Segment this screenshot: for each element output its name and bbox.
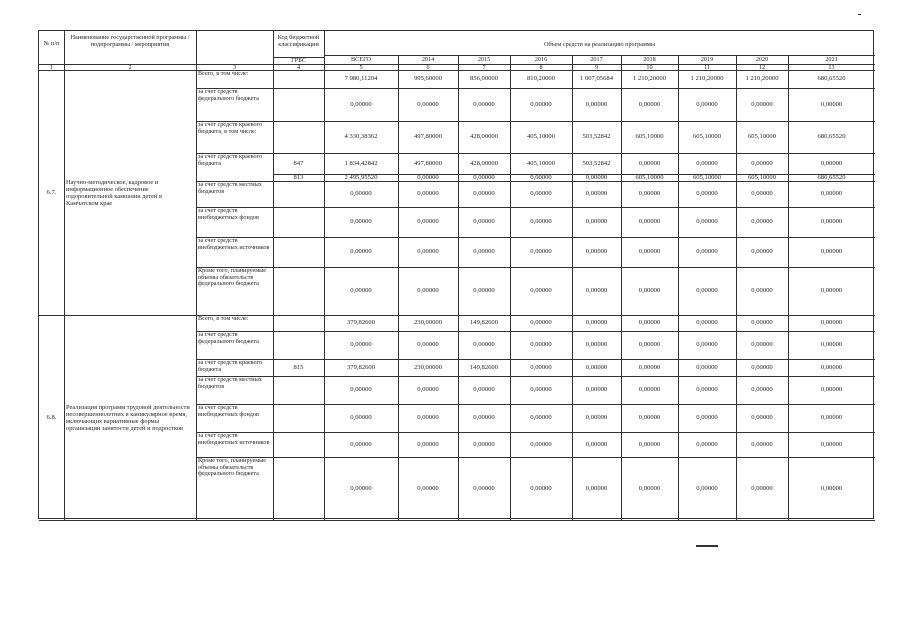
row-label: за счет средств внебюджетных фондов [198,404,259,418]
header-index-6: 6 [426,64,430,71]
row-label: Всего, в том числе: [198,315,249,322]
header-year-2019: 2019 [700,56,714,63]
row-value: 0,00000 [585,173,608,181]
grid-hline [196,331,875,332]
row-value: 0,00000 [473,287,495,294]
row-value: 0,00000 [638,484,661,492]
row-value: 0,00000 [473,100,495,108]
grid-hline [196,88,875,89]
row-value: 0,00000 [696,190,718,197]
row-value: 0,00000 [696,218,718,225]
row-label: за счет средств местных бюджетов [198,181,262,195]
row-value: 856,00000 [469,75,499,82]
row-value: 0,00000 [638,363,661,371]
header-index-4: 4 [296,64,301,71]
row-value: 0,00000 [696,440,718,448]
row-value: 0,00000 [696,248,718,255]
row-value: 0,00000 [638,159,661,167]
row-value: 497,80000 [413,133,443,140]
row-value: 0,00000 [530,190,552,197]
row-value: 0,00000 [530,363,552,371]
row-value: 0,00000 [417,341,439,348]
row-value: 680,65520 [817,173,846,181]
section-number: 6.8. [46,413,57,421]
row-value: 0,00000 [585,484,608,492]
row-value: 0,00000 [751,341,773,348]
row-value: 0,00000 [638,414,661,421]
row-label: за счет средств краевого бюджета, в том числе: [198,121,263,135]
header-num: № п/п [43,40,60,47]
row-value: 0,00000 [350,440,372,448]
row-value: 605,10000 [692,173,722,181]
row-value: 0,00000 [473,484,495,492]
row-value: 0,00000 [696,363,718,371]
row-value: 0,00000 [696,159,718,167]
row-value: 0,00000 [638,440,661,448]
row-value: 0,00000 [751,287,773,294]
header-year-2016: 2016 [534,56,548,63]
row-label: Всего, в том числе: [198,70,249,77]
row-value: 0,00000 [751,484,773,492]
row-value: 0,00000 [820,386,843,393]
row-value: 995,60000 [413,75,443,82]
grid-hline [196,359,875,360]
header-grbs: ГРБС [291,57,306,64]
row-value: 0,00000 [751,319,773,326]
row-value: 0,00000 [530,287,552,294]
row-value: 0,00000 [585,386,608,393]
row-label: за счет средств федерального бюджета [198,331,259,345]
row-value: 0,00000 [417,190,439,197]
grid-hline [39,520,875,521]
row-value: 0,00000 [638,341,661,348]
row-value: 0,00000 [530,484,552,492]
row-value: 0,00000 [417,100,439,108]
row-value: 0,00000 [585,218,608,225]
row-value: 428,00000 [469,159,499,167]
row-value: 0,00000 [638,386,661,393]
row-value: 0,00000 [820,440,843,448]
row-value: 680,65520 [817,133,846,140]
row-value: 149,82600 [469,319,499,326]
row-value: 0,00000 [473,386,495,393]
row-label: за счет средств краевого бюджета [198,359,263,373]
row-value: 0,00000 [473,440,495,448]
row-value: 0,00000 [820,363,843,371]
row-value: 605,10000 [747,133,777,140]
grid-hline [196,267,875,268]
row-value: 0,00000 [473,414,495,421]
row-value: 0,00000 [530,414,552,421]
row-value: 0,00000 [585,190,608,197]
row-value: 2 495,95520 [344,173,378,181]
row-value: 0,00000 [751,386,773,393]
row-value: 0,00000 [751,218,773,225]
grid-vline [196,31,197,520]
row-value: 0,00000 [751,440,773,448]
row-value: 0,00000 [417,173,439,181]
row-value: 428,00000 [469,133,499,140]
row-value: 0,00000 [820,414,843,421]
header-year-2021: 2021 [825,56,838,63]
row-value: 0,00000 [751,190,773,197]
row-value: 503,52842 [582,133,611,140]
row-value: 0,00000 [585,248,608,255]
row-value: 0,00000 [530,173,552,181]
row-value: 0,00000 [530,341,552,348]
row-label: за счет средств внебюджетных фондов [198,207,259,221]
row-value: 0,00000 [696,386,718,393]
header-index-10: 10 [646,64,653,71]
row-value: 230,00000 [413,319,443,326]
grid-hline [196,376,875,377]
header-year-2014: 2014 [421,56,435,63]
row-value: 0,00000 [473,248,495,255]
row-value: 0,00000 [417,248,439,255]
row-value: 379,82600 [346,363,376,371]
row-value: 0,00000 [751,159,773,167]
row-value: 810,20000 [526,75,556,82]
row-value: 0,00000 [350,287,372,294]
header-index-13: 13 [828,64,835,71]
header-total: ВСЕГО [351,56,371,63]
row-value: 680,65520 [817,75,846,82]
row-value: 0,00000 [473,341,495,348]
row-value: 0,00000 [417,386,439,393]
row-value: 0,00000 [585,287,608,294]
row-value: 0,00000 [820,248,843,255]
row-value: 0,00000 [638,218,661,225]
row-value: 0,00000 [638,100,661,108]
row-value: 0,00000 [585,440,608,448]
row-label: Кроме того, планируемые объемы обязательств федерального бюджета [198,457,267,478]
row-value: 605,10000 [635,133,664,140]
row-grbs: 815 [293,363,304,371]
header-name: Наименование государственной программы / подпрограммы / мероприятия [70,34,190,48]
header-code: Код бюджетной классификации [277,34,320,48]
row-value: 0,00000 [696,319,718,326]
row-value: 7 980,11204 [344,75,378,82]
row-value: 0,00000 [638,319,661,326]
row-value: 0,00000 [473,173,495,181]
scan-dash-mark [696,545,718,547]
row-value: 0,00000 [350,218,372,225]
row-label: за счет средств местных бюджетов [198,376,262,390]
row-value: 0,00000 [417,414,439,421]
row-value: 0,00000 [751,414,773,421]
row-value: 0,00000 [417,218,439,225]
row-value: 0,00000 [696,484,718,492]
grid-vline [273,31,274,520]
section-name: Реализация программ трудовой деятельности несовершеннолетних в каникулярное время, включающих вариативные формы организации занятости детей и подростков [66,403,190,433]
row-value: 405,10000 [526,133,556,140]
row-value: 0,00000 [820,287,843,294]
row-value: 605,10000 [635,173,664,181]
row-value: 0,00000 [350,414,372,421]
row-value: 0,00000 [350,100,372,108]
row-value: 0,00000 [473,190,495,197]
header-year-2015: 2015 [477,56,491,63]
row-value: 0,00000 [820,100,843,108]
row-value: 0,00000 [585,319,608,326]
header-index-2: 2 [128,64,132,71]
header-index-8: 8 [539,64,543,71]
row-value: 1 007,05684 [580,75,613,82]
row-grbs: 847 [293,159,304,167]
row-value: 0,00000 [350,484,372,492]
row-value: 605,10000 [747,173,777,181]
row-value: 0,00000 [530,440,552,448]
row-value: 503,52842 [582,159,611,167]
row-value: 379,82600 [346,319,376,326]
grid-hline [196,153,875,154]
header-index-1: 1 [49,64,54,71]
row-value: 605,10000 [692,133,722,140]
grid-hline [196,457,875,458]
row-value: 405,10000 [526,159,556,167]
scan-dot-mark [858,14,861,15]
grid-hline [39,315,875,316]
grid-hline [196,181,875,182]
row-value: 149,82600 [469,363,499,371]
grid-hline [196,237,875,238]
row-label: за счет средств федерального бюджета [198,88,259,102]
row-value: 4 330,38362 [344,133,378,140]
row-value: 0,00000 [350,190,372,197]
header-index-5: 5 [359,64,363,71]
budget-table [38,30,874,519]
row-value: 0,00000 [638,248,661,255]
row-value: 497,80000 [413,159,443,167]
row-value: 0,00000 [820,319,843,326]
row-value: 1 210,20000 [633,75,666,82]
row-value: 0,00000 [530,218,552,225]
grid-hline [196,404,875,405]
row-value: 0,00000 [350,248,372,255]
row-value: 0,00000 [820,341,843,348]
row-value: 1 210,20000 [690,75,724,82]
row-value: 0,00000 [696,414,718,421]
row-value: 0,00000 [585,414,608,421]
header-year-2017: 2017 [590,56,603,63]
section-number: 6.7. [46,188,57,196]
row-value: 0,00000 [350,341,372,348]
row-grbs: 813 [293,173,304,181]
row-label: за счет средств краевого бюджета [198,153,263,167]
grid-vline [64,31,65,520]
header-index-7: 7 [482,64,486,71]
row-value: 0,00000 [820,159,843,167]
row-value: 0,00000 [820,484,843,492]
row-value: 0,00000 [696,287,718,294]
row-value: 1 210,20000 [745,75,779,82]
row-label: за счет средств внебюджетных источников [198,432,270,446]
header-volume: Объем средств на реализацию программы [543,41,655,48]
row-value: 1 834,42842 [344,159,378,167]
row-value: 0,00000 [585,363,608,371]
row-value: 0,00000 [820,190,843,197]
grid-hline [196,432,875,433]
row-value: 0,00000 [530,386,552,393]
row-value: 0,00000 [696,100,718,108]
row-value: 0,00000 [350,386,372,393]
row-value: 0,00000 [530,100,552,108]
header-index-11: 11 [704,64,710,71]
header-index-12: 12 [758,64,766,71]
header-index-9: 9 [594,64,599,71]
header-index-3: 3 [232,64,237,71]
row-value: 0,00000 [530,319,552,326]
row-value: 0,00000 [417,440,439,448]
row-value: 230,00000 [413,363,443,371]
section-name: Научно-методическое, кадровое и информационное обеспечение оздоровительной кампании детей в Камчатском крае [66,178,162,208]
row-value: 0,00000 [751,363,773,371]
row-value: 0,00000 [585,100,608,108]
row-value: 0,00000 [417,287,439,294]
row-value: 0,00000 [530,248,552,255]
row-value: 0,00000 [638,287,661,294]
row-value: 0,00000 [473,218,495,225]
row-value: 0,00000 [751,100,773,108]
header-year-2020: 2020 [755,56,769,63]
row-value: 0,00000 [820,218,843,225]
grid-hline [196,207,875,208]
grid-hline [196,121,875,122]
row-label: за счет средств внебюджетных источников [198,237,270,251]
row-value: 0,00000 [638,190,661,197]
row-label: Кроме того, планируемые объемы обязательств федерального бюджета [198,267,267,288]
row-value: 0,00000 [585,341,608,348]
row-value: 0,00000 [696,341,718,348]
row-value: 0,00000 [751,248,773,255]
row-value: 0,00000 [417,484,439,492]
header-year-2018: 2018 [643,56,656,63]
